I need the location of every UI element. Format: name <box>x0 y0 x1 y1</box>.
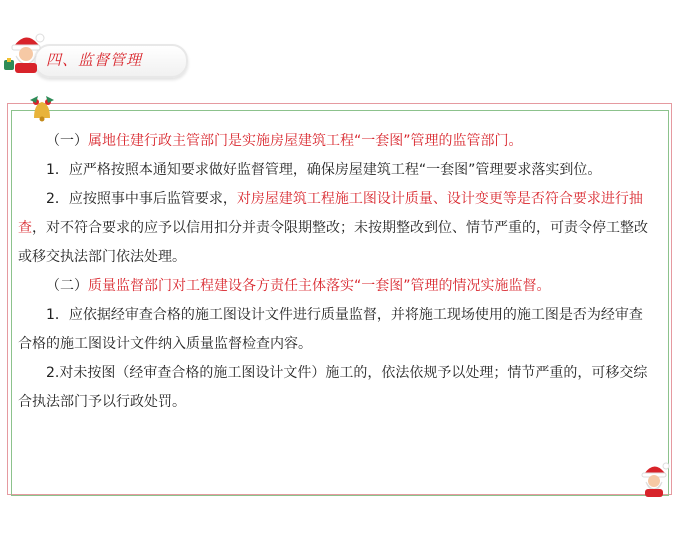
section-title: 四、监督管理 <box>46 51 143 69</box>
paragraph-3-highlight: 对房屋建筑工程施工图设计质量、设计变更等是否符合要求进行抽查 <box>18 191 643 236</box>
bell-icon <box>26 94 58 122</box>
paragraph-1 <box>18 127 648 156</box>
santa-icon <box>4 30 48 74</box>
paragraph-3 <box>18 185 648 272</box>
section-heading <box>8 36 248 80</box>
paragraph-4-prefix: （二） <box>46 278 88 294</box>
paragraph-3-start: 2．应按照事中事后监管要求， <box>46 191 237 207</box>
paragraph-6: 2.对未按图（经审查合格的施工图设计文件）施工的，依法依规予以处理；情节严重的，可移交综合执法部门予以行政处罚。 <box>18 365 648 410</box>
document-body <box>18 127 648 417</box>
paragraph-5: 1．应依据经审查合格的施工图设计文件进行质量监督，并将施工现场使用的施工图是否为经审查合格的施工图设计文件纳入质量监督检查内容。 <box>18 307 643 352</box>
paragraph-4 <box>18 272 648 301</box>
paragraph-1-highlight: 属地住建行政主管部门是实施房屋建筑工程“一套图”管理的监管部门。 <box>88 133 523 149</box>
paragraph-4-highlight: 质量监督部门对工程建设各方责任主体落实“一套图”管理的情况实施监督。 <box>88 278 551 294</box>
santa-small-icon <box>636 460 672 498</box>
paragraph-3-end: ，对不符合要求的应予以信用扣分并责令限期整改；未按期整改到位、情节严重的，可责令停工整改或移交执法部门依法处理。 <box>18 220 648 265</box>
paragraph-1-prefix: （一） <box>46 133 88 149</box>
paragraph-2: 1．应严格按照本通知要求做好监督管理，确保房屋建筑工程“一套图”管理要求落实到位。 <box>46 162 602 178</box>
